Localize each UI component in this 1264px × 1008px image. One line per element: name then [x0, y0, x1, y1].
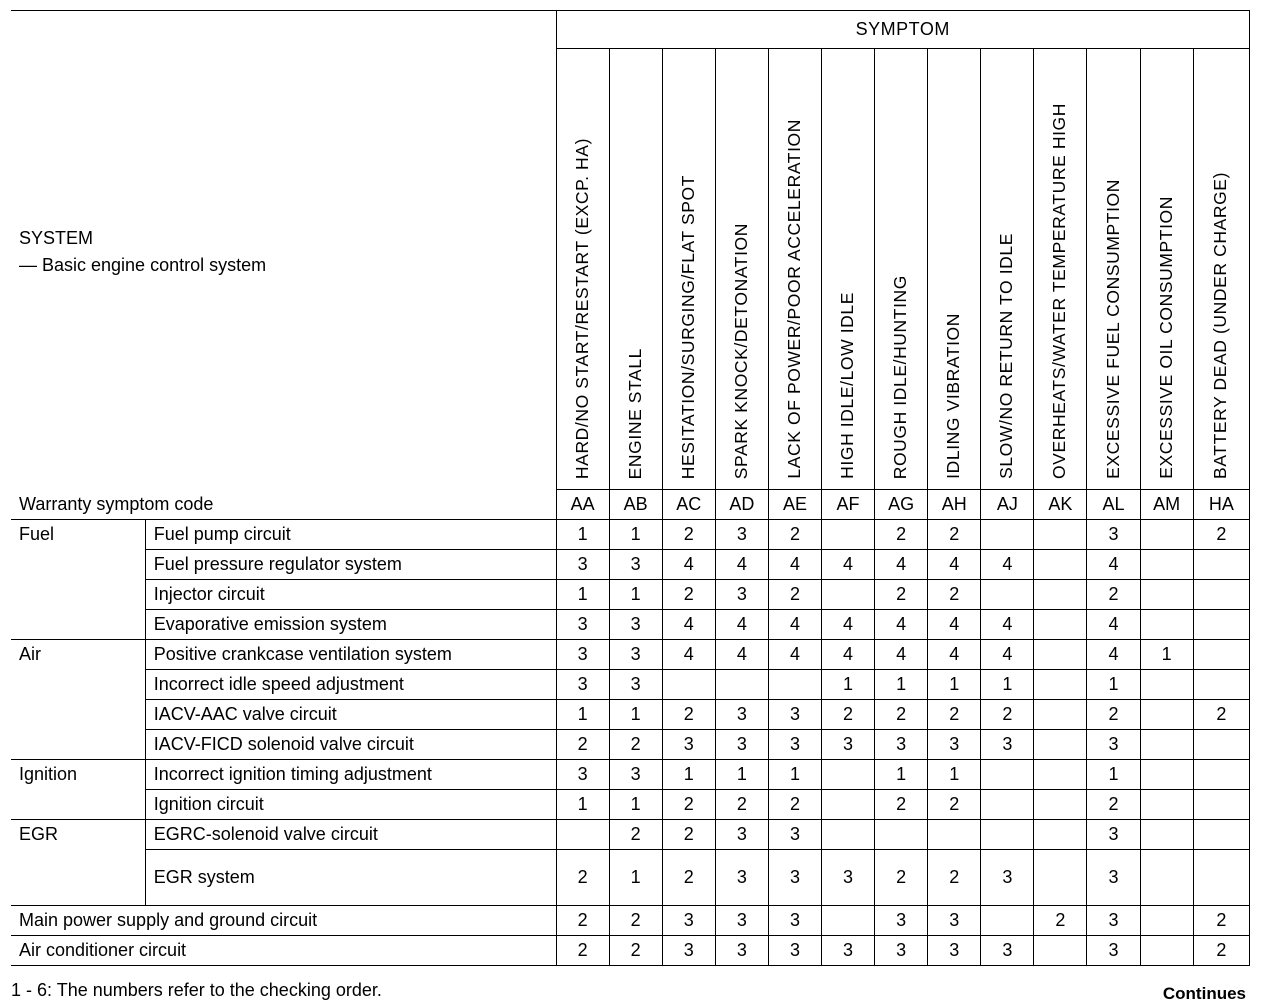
- check-order-cell: [1193, 850, 1249, 906]
- check-order-cell: 3: [928, 730, 981, 760]
- symptom-column-header: [1193, 49, 1249, 490]
- system-item-name: EGRC-solenoid valve circuit: [145, 820, 556, 850]
- check-order-cell: [768, 670, 821, 700]
- symptom-matrix-table: [11, 10, 1250, 966]
- check-order-cell: 3: [822, 730, 875, 760]
- check-order-cell: 3: [928, 936, 981, 966]
- check-order-cell: [1034, 610, 1087, 640]
- system-category: Fuel: [11, 520, 145, 640]
- check-order-cell: 2: [768, 790, 821, 820]
- check-order-cell: 3: [715, 820, 768, 850]
- check-order-cell: 2: [928, 520, 981, 550]
- check-order-cell: 3: [822, 936, 875, 966]
- symptom-code-cell: AL: [1087, 490, 1140, 520]
- check-order-cell: [981, 580, 1034, 610]
- check-order-cell: [1034, 670, 1087, 700]
- check-order-cell: 2: [1087, 790, 1140, 820]
- check-order-cell: [1140, 610, 1193, 640]
- table-row: [11, 850, 1250, 906]
- check-order-cell: 4: [662, 550, 715, 580]
- check-order-cell: 1: [556, 790, 609, 820]
- check-order-cell: 1: [1087, 670, 1140, 700]
- symptom-label: SPARK KNOCK/DETONATION: [730, 222, 751, 479]
- check-order-cell: 2: [609, 820, 662, 850]
- check-order-cell: 3: [609, 610, 662, 640]
- check-order-cell: 1: [609, 790, 662, 820]
- symptom-label: EXCESSIVE OIL CONSUMPTION: [1155, 196, 1176, 479]
- table-row: [11, 520, 1250, 550]
- check-order-cell: [1034, 550, 1087, 580]
- system-header-cell: [11, 11, 556, 490]
- check-order-cell: 2: [1193, 520, 1249, 550]
- check-order-cell: [1034, 640, 1087, 670]
- check-order-cell: 1: [715, 760, 768, 790]
- check-order-cell: 2: [662, 580, 715, 610]
- footnote: 1 - 6: The numbers refer to the checking order.: [11, 980, 382, 1000]
- check-order-cell: 3: [768, 700, 821, 730]
- table-row: [11, 906, 1250, 936]
- check-order-cell: [1193, 640, 1249, 670]
- check-order-cell: [1193, 670, 1249, 700]
- check-order-cell: 3: [662, 936, 715, 966]
- check-order-cell: [1193, 820, 1249, 850]
- check-order-cell: 4: [768, 640, 821, 670]
- system-item-name: Fuel pump circuit: [145, 520, 556, 550]
- check-order-cell: 1: [556, 580, 609, 610]
- check-order-cell: 2: [1193, 906, 1249, 936]
- check-order-cell: 2: [1193, 936, 1249, 966]
- check-order-cell: 3: [768, 936, 821, 966]
- check-order-cell: [1034, 730, 1087, 760]
- symptom-code-cell: AH: [928, 490, 981, 520]
- symptom-column-header: [662, 49, 715, 490]
- check-order-cell: 4: [822, 550, 875, 580]
- check-order-cell: [715, 670, 768, 700]
- check-order-cell: [822, 760, 875, 790]
- symptom-code-cell: HA: [1193, 490, 1249, 520]
- check-order-cell: 3: [715, 700, 768, 730]
- table-row: [11, 936, 1250, 966]
- symptom-label: EXCESSIVE FUEL CONSUMPTION: [1102, 179, 1123, 479]
- check-order-cell: 1: [556, 520, 609, 550]
- check-order-cell: 2: [1087, 580, 1140, 610]
- check-order-cell: [1034, 790, 1087, 820]
- check-order-cell: 4: [875, 640, 928, 670]
- check-order-cell: 3: [715, 936, 768, 966]
- symptom-column-header: [875, 49, 928, 490]
- check-order-cell: 3: [609, 760, 662, 790]
- table-row: [11, 760, 1250, 790]
- symptom-code-cell: AK: [1034, 490, 1087, 520]
- symptom-label: HESITATION/SURGING/FLAT SPOT: [677, 174, 698, 479]
- check-order-cell: [1140, 906, 1193, 936]
- check-order-cell: 3: [1087, 850, 1140, 906]
- check-order-cell: 1: [609, 700, 662, 730]
- symptom-code-cell: AA: [556, 490, 609, 520]
- system-item-name: Injector circuit: [145, 580, 556, 610]
- system-item-name: IACV-AAC valve circuit: [145, 700, 556, 730]
- symptom-code-cell: AG: [875, 490, 928, 520]
- check-order-cell: 3: [928, 906, 981, 936]
- system-category: EGR: [11, 820, 145, 906]
- check-order-cell: 4: [928, 640, 981, 670]
- check-order-cell: 2: [662, 700, 715, 730]
- table-row: [11, 730, 1250, 760]
- system-sublabel: — Basic engine control system: [19, 255, 267, 275]
- check-order-cell: 1: [1087, 760, 1140, 790]
- check-order-cell: 1: [609, 580, 662, 610]
- check-order-cell: 3: [1087, 520, 1140, 550]
- system-item-name: EGR system: [145, 850, 556, 906]
- check-order-cell: 4: [715, 550, 768, 580]
- check-order-cell: 4: [928, 610, 981, 640]
- check-order-cell: 4: [768, 550, 821, 580]
- check-order-cell: 1: [822, 670, 875, 700]
- check-order-cell: 2: [1087, 700, 1140, 730]
- check-order-cell: 3: [981, 730, 1034, 760]
- check-order-cell: 2: [662, 790, 715, 820]
- system-category: Air: [11, 640, 145, 760]
- check-order-cell: 2: [556, 850, 609, 906]
- check-order-cell: 3: [875, 730, 928, 760]
- check-order-cell: 1: [1140, 640, 1193, 670]
- check-order-cell: 3: [556, 670, 609, 700]
- symptom-column-header: [822, 49, 875, 490]
- system-category: Ignition: [11, 760, 145, 820]
- check-order-cell: 2: [662, 520, 715, 550]
- check-order-cell: 3: [556, 640, 609, 670]
- check-order-cell: 4: [1087, 640, 1140, 670]
- check-order-cell: 2: [768, 520, 821, 550]
- check-order-cell: 2: [556, 730, 609, 760]
- check-order-cell: 2: [875, 580, 928, 610]
- system-item-name: IACV-FICD solenoid valve circuit: [145, 730, 556, 760]
- check-order-cell: [1034, 936, 1087, 966]
- symptom-label: SLOW/NO RETURN TO IDLE: [996, 233, 1017, 479]
- check-order-cell: [1140, 730, 1193, 760]
- check-order-cell: 3: [662, 906, 715, 936]
- table-row: [11, 700, 1250, 730]
- symptom-code-cell: AB: [609, 490, 662, 520]
- check-order-cell: 1: [768, 760, 821, 790]
- check-order-cell: 3: [768, 906, 821, 936]
- check-order-cell: [981, 820, 1034, 850]
- check-order-cell: 4: [928, 550, 981, 580]
- check-order-cell: [1140, 760, 1193, 790]
- check-order-cell: [1140, 550, 1193, 580]
- diagnosis-table-container: [11, 10, 1250, 966]
- system-item-name: Positive crankcase ventilation system: [145, 640, 556, 670]
- system-item-name: Incorrect idle speed adjustment: [145, 670, 556, 700]
- check-order-cell: [662, 670, 715, 700]
- symptom-code-cell: AM: [1140, 490, 1193, 520]
- symptom-column-header: [715, 49, 768, 490]
- check-order-cell: 4: [981, 640, 1034, 670]
- check-order-cell: 1: [662, 760, 715, 790]
- check-order-cell: 3: [981, 936, 1034, 966]
- check-order-cell: 3: [556, 550, 609, 580]
- check-order-cell: 2: [609, 730, 662, 760]
- check-order-cell: [1034, 760, 1087, 790]
- check-order-cell: 2: [768, 580, 821, 610]
- check-order-cell: 2: [662, 820, 715, 850]
- check-order-cell: [1193, 610, 1249, 640]
- check-order-cell: 2: [1034, 906, 1087, 936]
- check-order-cell: 2: [609, 906, 662, 936]
- check-order-cell: [1140, 850, 1193, 906]
- check-order-cell: [556, 820, 609, 850]
- symptom-label: OVERHEATS/WATER TEMPERATURE HIGH: [1049, 102, 1070, 479]
- system-item-name: Ignition circuit: [145, 790, 556, 820]
- symptom-column-header: [1034, 49, 1087, 490]
- check-order-cell: 2: [928, 700, 981, 730]
- check-order-cell: 3: [822, 850, 875, 906]
- check-order-cell: 1: [928, 760, 981, 790]
- check-order-cell: [1034, 850, 1087, 906]
- table-row: [11, 610, 1250, 640]
- check-order-cell: 2: [662, 850, 715, 906]
- check-order-cell: [1140, 790, 1193, 820]
- table-row: [11, 790, 1250, 820]
- check-order-cell: [1140, 936, 1193, 966]
- check-order-cell: [981, 790, 1034, 820]
- check-order-cell: 4: [662, 610, 715, 640]
- check-order-cell: 4: [715, 640, 768, 670]
- check-order-cell: 2: [875, 520, 928, 550]
- check-order-cell: [1140, 700, 1193, 730]
- symptom-column-header: [981, 49, 1034, 490]
- continues-label: Continues: [1162, 984, 1246, 1003]
- check-order-cell: 3: [875, 906, 928, 936]
- symptom-column-header: [1140, 49, 1193, 490]
- check-order-cell: [1034, 520, 1087, 550]
- check-order-cell: 4: [1087, 610, 1140, 640]
- check-order-cell: 3: [556, 610, 609, 640]
- check-order-cell: [1034, 580, 1087, 610]
- check-order-cell: [875, 820, 928, 850]
- check-order-cell: [981, 906, 1034, 936]
- check-order-cell: 2: [715, 790, 768, 820]
- table-row: [11, 670, 1250, 700]
- check-order-cell: [822, 820, 875, 850]
- check-order-cell: 2: [875, 850, 928, 906]
- check-order-cell: [1193, 730, 1249, 760]
- system-item-name: Air conditioner circuit: [11, 936, 556, 966]
- check-order-cell: [1193, 790, 1249, 820]
- check-order-cell: 4: [715, 610, 768, 640]
- check-order-cell: [822, 790, 875, 820]
- check-order-cell: [1140, 820, 1193, 850]
- symptom-column-header: [556, 49, 609, 490]
- system-label: SYSTEM: [19, 228, 94, 248]
- check-order-cell: 3: [875, 936, 928, 966]
- check-order-cell: 2: [556, 936, 609, 966]
- system-item-name: Main power supply and ground circuit: [11, 906, 556, 936]
- check-order-cell: 4: [822, 640, 875, 670]
- check-order-cell: [1193, 580, 1249, 610]
- check-order-cell: [1034, 820, 1087, 850]
- check-order-cell: 3: [1087, 936, 1140, 966]
- check-order-cell: 1: [875, 760, 928, 790]
- symptom-code-cell: AJ: [981, 490, 1034, 520]
- check-order-cell: [981, 520, 1034, 550]
- system-item-name: Incorrect ignition timing adjustment: [145, 760, 556, 790]
- table-row: [11, 550, 1250, 580]
- check-order-cell: 4: [768, 610, 821, 640]
- check-order-cell: [1193, 760, 1249, 790]
- symptom-code-cell: AC: [662, 490, 715, 520]
- check-order-cell: 3: [715, 580, 768, 610]
- check-order-cell: 2: [822, 700, 875, 730]
- check-order-cell: 4: [875, 550, 928, 580]
- check-order-cell: [1140, 670, 1193, 700]
- check-order-cell: 3: [609, 550, 662, 580]
- check-order-cell: 3: [715, 906, 768, 936]
- check-order-cell: 4: [981, 610, 1034, 640]
- system-item-name: Fuel pressure regulator system: [145, 550, 556, 580]
- check-order-cell: [1034, 700, 1087, 730]
- check-order-cell: 3: [1087, 820, 1140, 850]
- check-order-cell: [1193, 550, 1249, 580]
- symptom-label: ROUGH IDLE/HUNTING: [890, 274, 911, 479]
- table-row: [11, 820, 1250, 850]
- warranty-symptom-code-label: Warranty symptom code: [11, 490, 556, 520]
- check-order-cell: 3: [768, 730, 821, 760]
- check-order-cell: [822, 580, 875, 610]
- check-order-cell: 4: [822, 610, 875, 640]
- symptom-column-header: [768, 49, 821, 490]
- symptom-label: HARD/NO START/RESTART (EXCP. HA): [571, 137, 592, 479]
- check-order-cell: 3: [609, 670, 662, 700]
- check-order-cell: 4: [875, 610, 928, 640]
- check-order-cell: 1: [556, 700, 609, 730]
- check-order-cell: 3: [609, 640, 662, 670]
- check-order-cell: 2: [928, 790, 981, 820]
- symptom-code-cell: AF: [822, 490, 875, 520]
- system-item-name: Evaporative emission system: [145, 610, 556, 640]
- check-order-cell: [1140, 580, 1193, 610]
- check-order-cell: 3: [1087, 730, 1140, 760]
- symptom-label: BATTERY DEAD (UNDER CHARGE): [1210, 172, 1231, 479]
- symptom-column-header: [928, 49, 981, 490]
- check-order-cell: 1: [875, 670, 928, 700]
- check-order-cell: 3: [715, 730, 768, 760]
- check-order-cell: 2: [556, 906, 609, 936]
- check-order-cell: [1140, 520, 1193, 550]
- check-order-cell: 4: [662, 640, 715, 670]
- check-order-cell: 2: [609, 936, 662, 966]
- check-order-cell: 1: [981, 670, 1034, 700]
- check-order-cell: 4: [981, 550, 1034, 580]
- symptom-label: IDLING VIBRATION: [943, 313, 964, 479]
- check-order-cell: 3: [768, 850, 821, 906]
- symptom-label: LACK OF POWER/POOR ACCELERATION: [783, 119, 804, 479]
- symptom-label: ENGINE STALL: [624, 347, 645, 479]
- check-order-cell: [822, 520, 875, 550]
- check-order-cell: 2: [875, 700, 928, 730]
- check-order-cell: [928, 820, 981, 850]
- symptom-code-cell: AE: [768, 490, 821, 520]
- check-order-cell: [981, 760, 1034, 790]
- check-order-cell: 2: [981, 700, 1034, 730]
- symptom-code-cell: AD: [715, 490, 768, 520]
- check-order-cell: 4: [1087, 550, 1140, 580]
- check-order-cell: 1: [609, 520, 662, 550]
- check-order-cell: 3: [981, 850, 1034, 906]
- check-order-cell: 2: [928, 580, 981, 610]
- symptom-column-header: [609, 49, 662, 490]
- check-order-cell: 3: [662, 730, 715, 760]
- check-order-cell: 1: [609, 850, 662, 906]
- check-order-cell: 2: [875, 790, 928, 820]
- symptom-column-header: [1087, 49, 1140, 490]
- check-order-cell: 1: [928, 670, 981, 700]
- table-row: [11, 640, 1250, 670]
- check-order-cell: 3: [1087, 906, 1140, 936]
- check-order-cell: 3: [715, 520, 768, 550]
- check-order-cell: 3: [768, 820, 821, 850]
- symptom-label: HIGH IDLE/LOW IDLE: [837, 292, 858, 479]
- table-row: [11, 580, 1250, 610]
- check-order-cell: [822, 906, 875, 936]
- check-order-cell: 3: [715, 850, 768, 906]
- check-order-cell: 2: [928, 850, 981, 906]
- check-order-cell: 2: [1193, 700, 1249, 730]
- check-order-cell: 3: [556, 760, 609, 790]
- symptom-header: SYMPTOM: [556, 11, 1249, 49]
